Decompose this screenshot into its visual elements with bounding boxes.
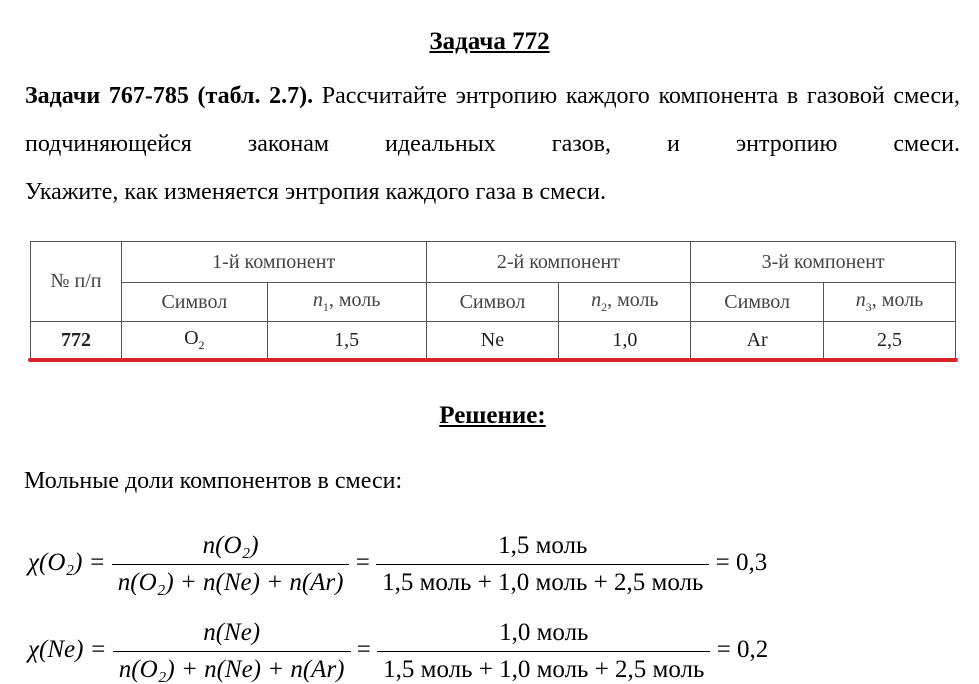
header-num: № п/п <box>31 242 122 322</box>
eq2-result: = 0,2 <box>716 636 769 664</box>
solution-title: Решение: <box>439 402 546 429</box>
eq1-fraction: $\frac{\text{n(O₂)}}{\text{n(O₂) + n(Ne) + n(Ar)}}$ <box>112 532 350 597</box>
header-n3: $n_3$, моль <box>824 283 956 322</box>
problem-statement <box>25 72 960 216</box>
eq1-lhs: χ(O₂) = <box>28 549 106 577</box>
eq2-fraction: $\frac{n(Ne)}{\text{n(O₂) + n(Ne) + n(Ar)}}$ <box>113 619 351 684</box>
table-row <box>31 322 956 359</box>
intro-text: Мольные доли компонентов в смеси: <box>24 468 403 494</box>
header-n2: $n_2$, моль <box>559 283 691 322</box>
eq1-result: = 0,3 <box>715 549 768 577</box>
cell-num: 772 <box>31 322 122 359</box>
problem-text-2: Укажите, как изменяется энтропия каждого газа в смеси. <box>25 179 607 205</box>
header-comp1: 1-й компонент <box>121 242 426 283</box>
cell-val1: 1,5 <box>267 322 426 359</box>
eq2-lhs: χ(Ne) = <box>28 636 107 664</box>
cell-sym3: Ar <box>691 322 824 359</box>
header-symbol-1: Символ <box>121 283 267 322</box>
eq1-fraction-values: $\frac{\text{1,5 моль}}{\text{1,5 моль + 1,0 моль + 2,5 моль}}$ <box>376 532 709 597</box>
cell-sym1: $O_2$ <box>121 322 267 359</box>
cell-val3: 2,5 <box>824 322 956 359</box>
task-title: Задача 772 <box>429 28 550 55</box>
problem-text: Рассчитайте энтропию каждого компонента в газовой смеси, подчиняющейся законам идеальных газов, и энтропию смеси. <box>25 83 961 157</box>
eq2-fraction-values: $\frac{\text{1,0 моль}}{\text{1,5 моль + 1,0 моль + 2,5 моль}}$ <box>377 619 710 684</box>
equation-ne: χ(Ne) = $\frac{n(Ne)}{\text{n(O₂) + n(Ne) + n(Ar)}}$ = $\frac{\text{1,0 моль}}{\text{1,5 моль + 1,0 моль + 2,5 моль}}$ = 0,2 <box>28 619 769 683</box>
header-symbol-2: Символ <box>426 283 559 322</box>
header-comp3: 3-й компонент <box>691 242 956 283</box>
header-comp2: 2-й компонент <box>426 242 691 283</box>
equation-o2: χ(O₂) = $\frac{\text{n(O₂)}}{\text{n(O₂) + n(Ne) + n(Ar)}}$ = $\frac{\text{1,5 моль}}{\text{1,5 моль + 1,0 моль + 2,5 моль}}$ = 0,3 <box>28 532 768 596</box>
data-table <box>30 241 956 359</box>
red-underline <box>28 358 958 362</box>
cell-val2: 1,0 <box>559 322 691 359</box>
problem-bold-prefix: Задачи 767-785 (табл. 2.7). <box>25 83 314 109</box>
header-symbol-3: Символ <box>691 283 824 322</box>
cell-sym2: Ne <box>426 322 559 359</box>
header-n1: $n_1$, моль <box>267 283 426 322</box>
